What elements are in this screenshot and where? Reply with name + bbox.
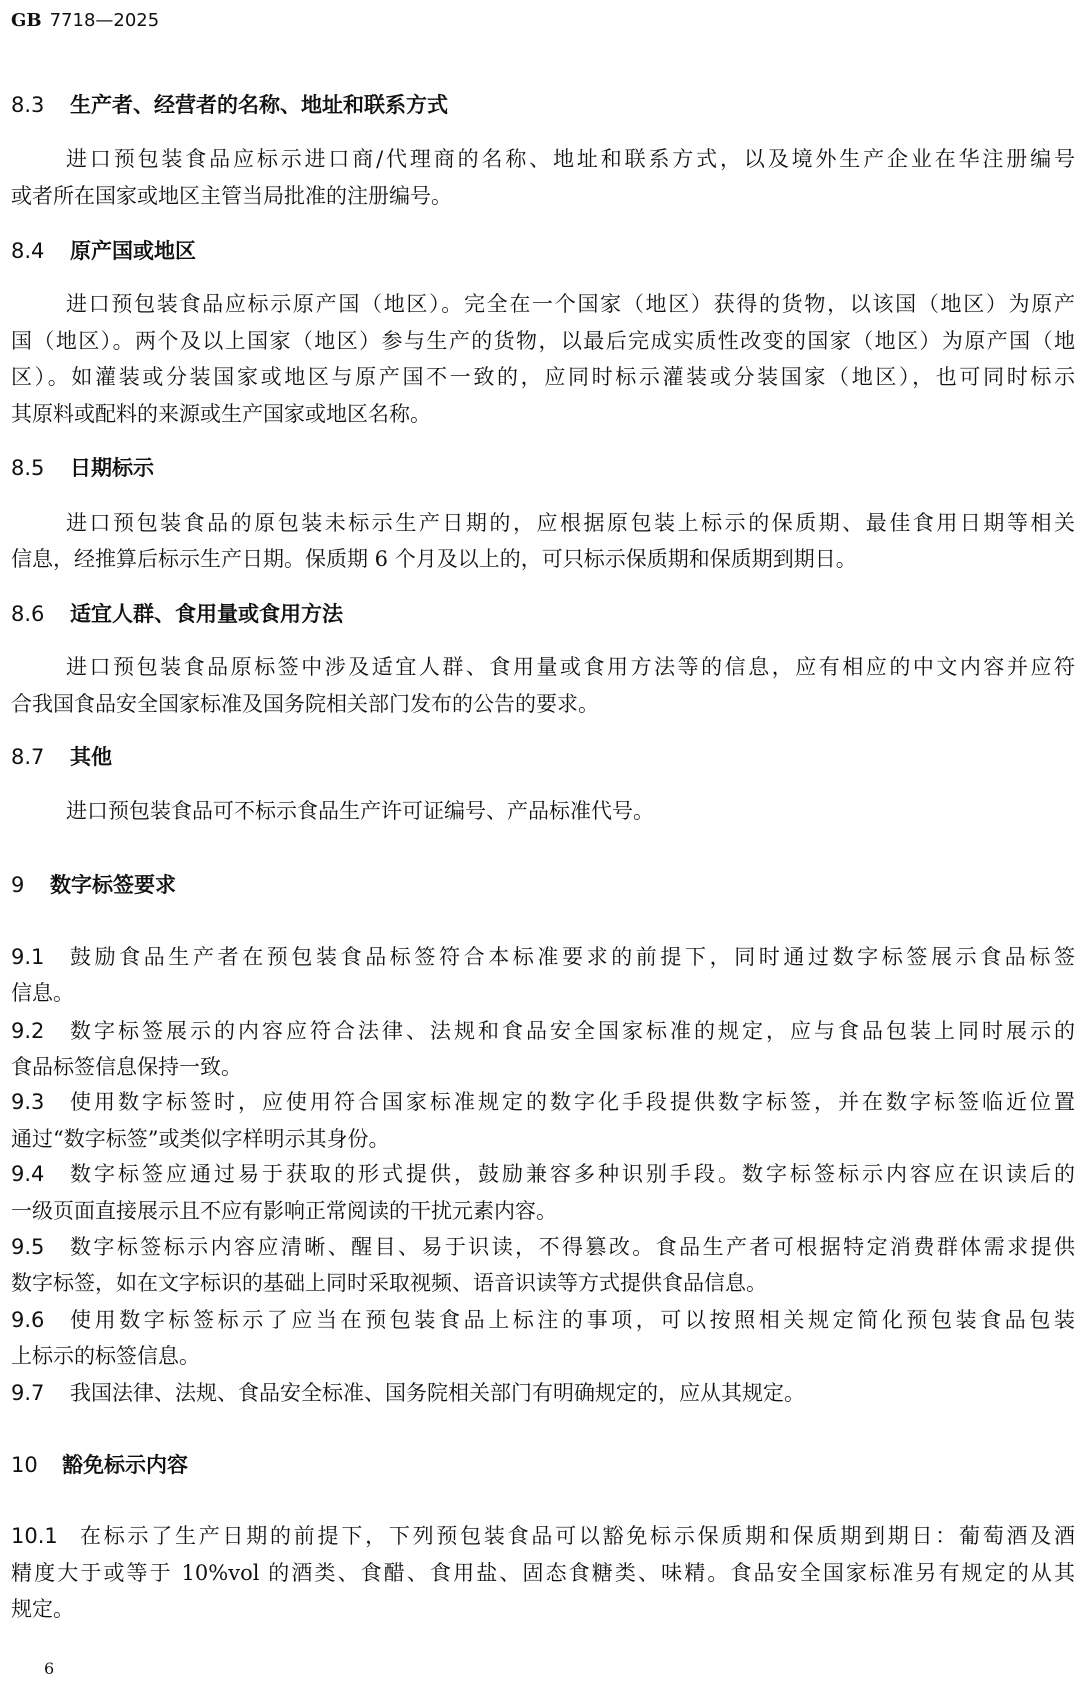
clause-number: 9.5 — [11, 1235, 45, 1259]
chapter-title: 数字标签要求 — [50, 873, 176, 897]
clause-text-line: 数字标签，如在文字标识的基础上同时采取视频、语音识读等方式提供食品信息。 — [11, 1271, 767, 1295]
paragraph-line: 进口预包装食品应标示原产国（地区）。完全在一个国家（地区）获得的货物，以该国（地区）为原产 — [66, 292, 1075, 316]
clause-heading-8-5 — [11, 455, 154, 481]
clause-9-7 — [11, 1380, 1075, 1406]
clause-title: 其他 — [70, 745, 112, 769]
clause-9-2 — [11, 1018, 1075, 1044]
clause-number: 10.1 — [11, 1524, 58, 1548]
clause-number: 9.7 — [11, 1381, 45, 1405]
clause-text-line: 使用数字标签时，应使用符合国家标准规定的数字化手段提供数字标签，并在数字标签临近位置 — [70, 1090, 1075, 1114]
paragraph-line: 合我国食品安全国家标准及国务院相关部门发布的公告的要求。 — [11, 692, 599, 716]
clause-number: 9.1 — [11, 945, 45, 969]
clause-title: 适宜人群、食用量或食用方法 — [70, 602, 343, 626]
clause-text-line: 精度大于或等于 10%vol 的酒类、食醋、食用盐、固态食糖类、味精。食品安全国家标准另有规定的从其 — [11, 1561, 1075, 1585]
clause-text-line: 上标示的标签信息。 — [11, 1344, 200, 1368]
clause-number: 9.6 — [11, 1308, 45, 1332]
paragraph-line: 其原料或配料的来源或生产国家或地区名称。 — [11, 402, 431, 426]
clause-number: 9.4 — [11, 1162, 45, 1186]
chapter-heading-9 — [11, 872, 176, 898]
clause-text-line: 规定。 — [11, 1597, 74, 1621]
paragraph-line: 信息，经推算后标示生产日期。保质期 6 个月及以上的，可只标示保质期和保质期到期日。 — [11, 547, 857, 571]
clause-text-line: 数字标签应通过易于获取的形式提供，鼓励兼容多种识别手段。数字标签标示内容应在识读后的 — [70, 1162, 1075, 1186]
clause-heading-8-4 — [11, 238, 196, 264]
clause-text-line: 通过“数字标签”或类似字样明示其身份。 — [11, 1127, 390, 1151]
clause-number: 8.3 — [11, 93, 45, 117]
paragraph-line: 国（地区）。两个及以上国家（地区）参与生产的货物，以最后完成实质性改变的国家（地区）为原产国（地 — [11, 329, 1075, 353]
clause-text-line: 在标示了生产日期的前提下，下列预包装食品可以豁免标示保质期和保质期到期日：葡萄酒及酒 — [80, 1524, 1075, 1548]
chapter-title: 豁免标示内容 — [62, 1453, 188, 1477]
clause-10-1 — [11, 1523, 1075, 1549]
clause-title: 原产国或地区 — [70, 239, 196, 263]
clause-9-3 — [11, 1089, 1075, 1115]
chapter-number: 9 — [11, 873, 25, 897]
running-header — [11, 10, 159, 32]
chapter-heading-10 — [11, 1452, 188, 1478]
clause-number: 9.2 — [11, 1019, 45, 1043]
paragraph-line: 进口预包装食品应标示进口商/代理商的名称、地址和联系方式，以及境外生产企业在华注册编号 — [66, 147, 1075, 171]
clause-9-6 — [11, 1307, 1075, 1333]
clause-9-4 — [11, 1161, 1075, 1187]
clause-heading-8-7 — [11, 744, 112, 770]
clause-number: 8.5 — [11, 456, 45, 480]
clause-text-line: 一级页面直接展示且不应有影响正常阅读的干扰元素内容。 — [11, 1199, 557, 1223]
clause-text-line: 使用数字标签标示了应当在预包装食品上标注的事项，可以按照相关规定简化预包装食品包装 — [70, 1308, 1075, 1332]
standard-code-prefix: GB — [11, 10, 42, 31]
clause-heading-8-6 — [11, 601, 343, 627]
clause-text-line: 鼓励食品生产者在预包装食品标签符合本标准要求的前提下，同时通过数字标签展示食品标签 — [70, 945, 1075, 969]
clause-9-1 — [11, 944, 1075, 970]
clause-heading-8-3 — [11, 92, 448, 118]
clause-number: 8.6 — [11, 602, 45, 626]
paragraph-line: 进口预包装食品的原包装未标示生产日期的，应根据原包装上标示的保质期、最佳食用日期等相关 — [66, 511, 1075, 535]
paragraph-line: 区）。如灌装或分装国家或地区与原产国不一致的，应同时标示灌装或分装国家（地区），也可同时标示 — [11, 365, 1075, 389]
clause-9-5 — [11, 1234, 1075, 1260]
chapter-number: 10 — [11, 1453, 38, 1477]
page-number: 6 — [44, 1659, 55, 1678]
paragraph-line: 进口预包装食品可不标示食品生产许可证编号、产品标准代号。 — [66, 799, 654, 823]
standard-code-number: 7718—2025 — [49, 10, 160, 31]
clause-text-line: 信息。 — [11, 981, 74, 1005]
clause-text-line: 食品标签信息保持一致。 — [11, 1055, 242, 1079]
clause-title: 日期标示 — [70, 456, 154, 480]
clause-text-line: 我国法律、法规、食品安全标准、国务院相关部门有明确规定的，应从其规定。 — [70, 1381, 805, 1405]
clause-number: 8.4 — [11, 239, 45, 263]
clause-text-line: 数字标签标示内容应清晰、醒目、易于识读，不得篡改。食品生产者可根据特定消费群体需求提供 — [70, 1235, 1075, 1259]
paragraph-line: 进口预包装食品原标签中涉及适宜人群、食用量或食用方法等的信息，应有相应的中文内容并应符 — [66, 655, 1075, 679]
clause-text-line: 数字标签展示的内容应符合法律、法规和食品安全国家标准的规定，应与食品包装上同时展示的 — [70, 1019, 1075, 1043]
clause-number: 9.3 — [11, 1090, 45, 1114]
paragraph-line: 或者所在国家或地区主管当局批准的注册编号。 — [11, 184, 452, 208]
clause-number: 8.7 — [11, 745, 45, 769]
clause-title: 生产者、经营者的名称、地址和联系方式 — [70, 93, 448, 117]
